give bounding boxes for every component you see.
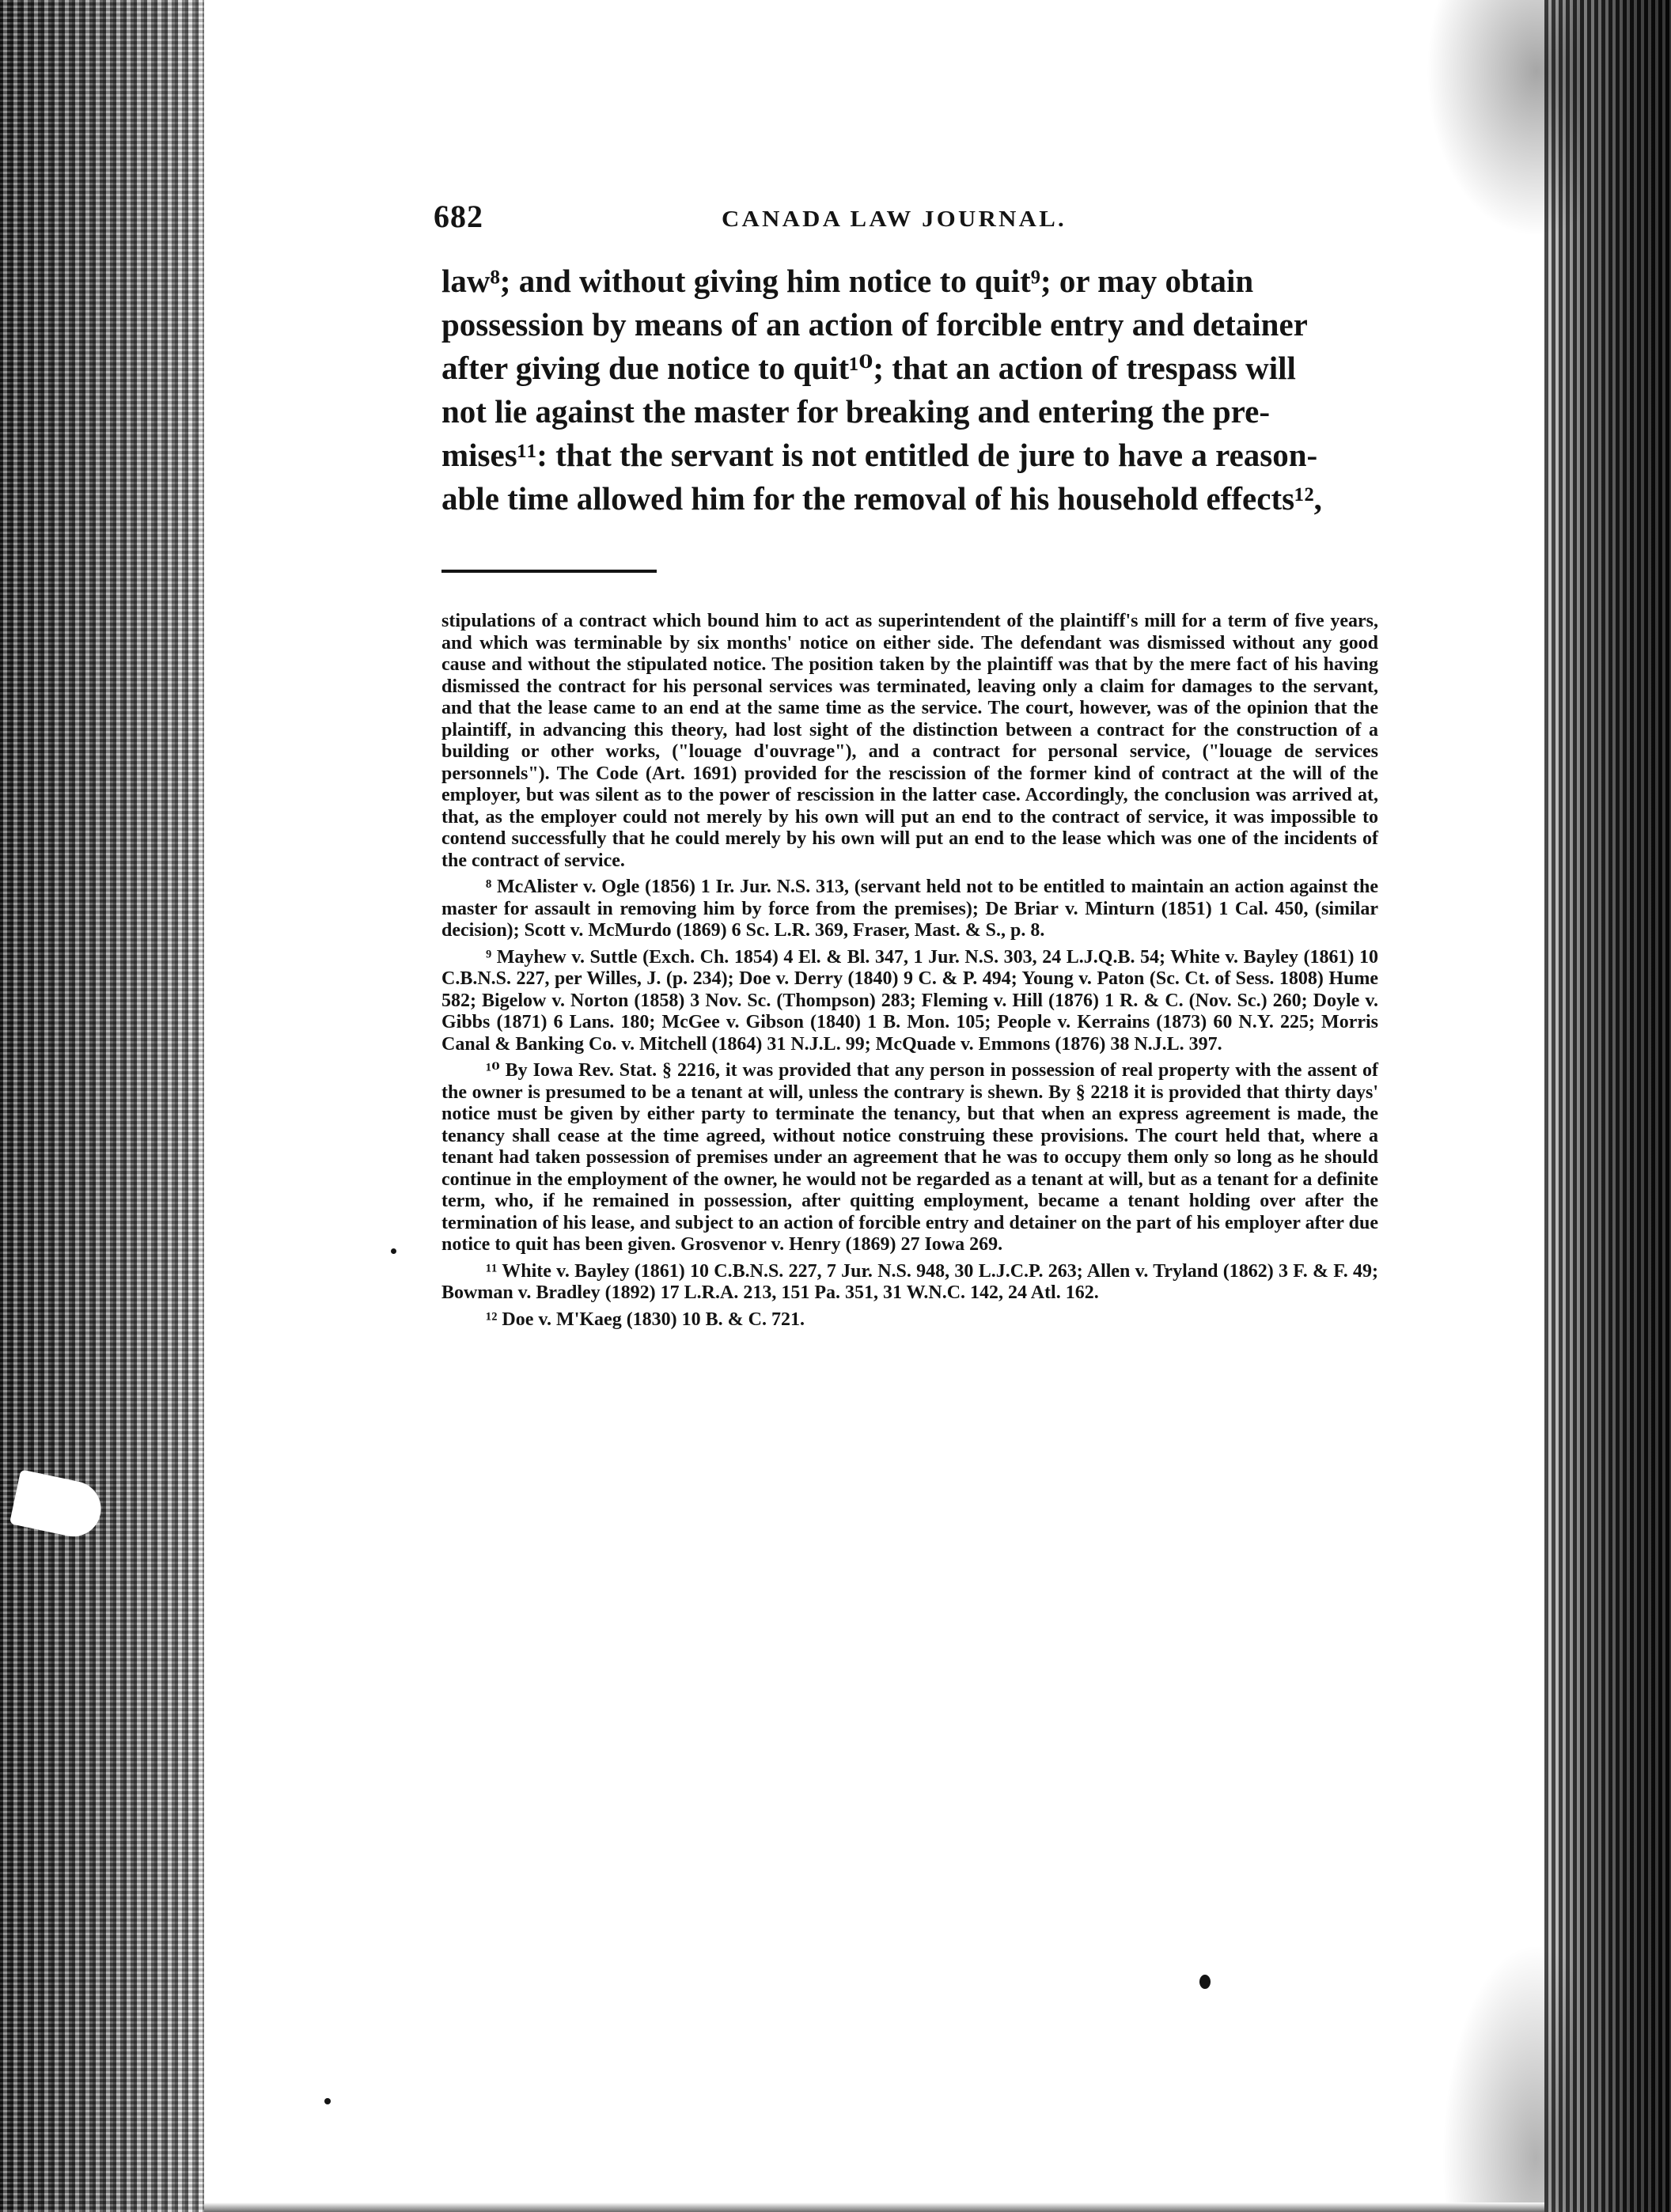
body-text: [441, 259, 1378, 521]
scan-left-edge: [0, 0, 204, 2212]
running-title: CANADA LAW JOURNAL.: [722, 207, 1067, 232]
footnotes: [441, 611, 1378, 1331]
scan-right-edge: [1544, 0, 1671, 2212]
body-line: law⁸; and without giving him notice to quit⁹; or may obtain: [441, 263, 1254, 299]
page-number: 682: [434, 199, 483, 234]
scan-bottom-edge: [204, 2203, 1544, 2212]
body-line: not lie against the master for breaking and entering the pre-: [441, 393, 1270, 430]
footnote-separator: [441, 570, 657, 573]
page-header: [434, 190, 1367, 245]
body-line: after giving due notice to quit¹⁰; that an action of trespass will: [441, 350, 1296, 386]
footnote-12: ¹² Doe v. M'Kaeg (1830) 10 B. & C. 721.: [486, 1309, 805, 1330]
ink-speck: [391, 1248, 396, 1254]
footnote-8: ⁸ McAlister v. Ogle (1856) 1 Ir. Jur. N.S. 313, (servant held not to be entitled to maintain an action against the master for assault in removing him by force from the premises); De Briar v. Minturn (1851) 1 Cal. 450, (similar decision); Scott v. McMurdo (1869) 6 Sc. L.R. 369, Fraser, Mast. & S., p. 8.: [441, 877, 1378, 941]
body-line: mises¹¹: that the servant is not entitled de jure to have a reason-: [441, 437, 1318, 473]
body-line: possession by means of an action of forcible entry and detainer: [441, 306, 1308, 343]
ink-speck: [1199, 1975, 1211, 1989]
scan-right-bottom-shadow: [1442, 1943, 1576, 2212]
body-line: able time allowed him for the removal of his household effects¹²,: [441, 480, 1322, 517]
footnote-9: ⁹ Mayhew v. Suttle (Exch. Ch. 1854) 4 El. & Bl. 347, 1 Jur. N.S. 303, 24 L.J.Q.B. 54; White v. Bayley (1861) 10 C.B.N.S. 227, per Willes, J. (p. 234); Doe v. Derry (1840) 9 C. & P. 494; Young v. Paton (Sc. Ct. of Sess. 1808) Hume 582; Bigelow v. Norton (1858) 3 Nov. Sc. (Thompson) 283; Fleming v. Hill (1876) 1 R. & C. (Nov. Sc.) 260; Doyle v. Gibbs (1871) 6 Lans. 180; McGee v. Gibson (1840) 1 B. Mon. 105; People v. Kerrains (1873) 60 N.Y. 225; Morris Canal & Banking Co. v. Mitchell (1864) 31 N.J.L. 99; McQuade v. Emmons (1876) 38 N.J.L. 397.: [441, 946, 1378, 1055]
footnote-11: ¹¹ White v. Bayley (1861) 10 C.B.N.S. 227, 7 Jur. N.S. 948, 30 L.J.C.P. 263; Allen v. Tryland (1862) 3 F. & F. 49; Bowman v. Bradley (1892) 17 L.R.A. 213, 151 Pa. 351, 31 W.N.C. 142, 24 Atl. 162.: [441, 1260, 1378, 1303]
ink-speck: [324, 2098, 331, 2104]
footnote-10: ¹⁰ By Iowa Rev. Stat. § 2216, it was provided that any person in possession of real property with the assent of the owner is presumed to be a tenant at will, unless the contrary is shewn. By § 2218 it is provided that thirty days' notice must be given by either party to terminate the tenancy, but that when an express agreement is made, the tenancy shall cease at the time agreed, without notice construing these provisions. The court held that, where a tenant had taken possession of premises under an agreement that he was to occupy them only so long as he should continue in the employment of the owner, he would not be regarded as a tenant at will, but as a tenant for a definite term, who, if he remained in possession, after quitting employment, became a tenant holding over after the termination of his lease, and subject to an action of forcible entry and detainer on the part of his employer after due notice to quit has been given. Grosvenor v. Henry (1869) 27 Iowa 269.: [441, 1060, 1378, 1255]
footnote-continued: stipulations of a contract which bound him to act as superintendent of the plaintiff's mill for a term of five years, and which was terminable by six months' notice on either side. The defendant was dismissed without any good cause and without the stipulated notice. The position taken by the plaintiff was that by the mere fact of his having dismissed the contract for his personal services was terminated, leaving only a claim for damages to the servant, and that the lease came to an end at the same time as the service. The court, however, was of the opinion that the plaintiff, in advancing this theory, had lost sight of the distinction between a contract for the construction of a building or other works, ("louage d'ouvrage"), and a contract for personal service, ("louage de services personnels"). The Code (Art. 1691) provided for the rescission of the former kind of contract at the will of the employer, but was silent as to the power of rescission in the latter case. Accordingly, the conclusion was arrived at, that, as the employer could not merely by his own will put an end to the contract of service, it was impossible to contend successfully that he could merely by his own will put an end to the lease which was one of the incidents of the contract of service.: [441, 611, 1378, 871]
scan-right-top-shadow: [1426, 0, 1584, 237]
